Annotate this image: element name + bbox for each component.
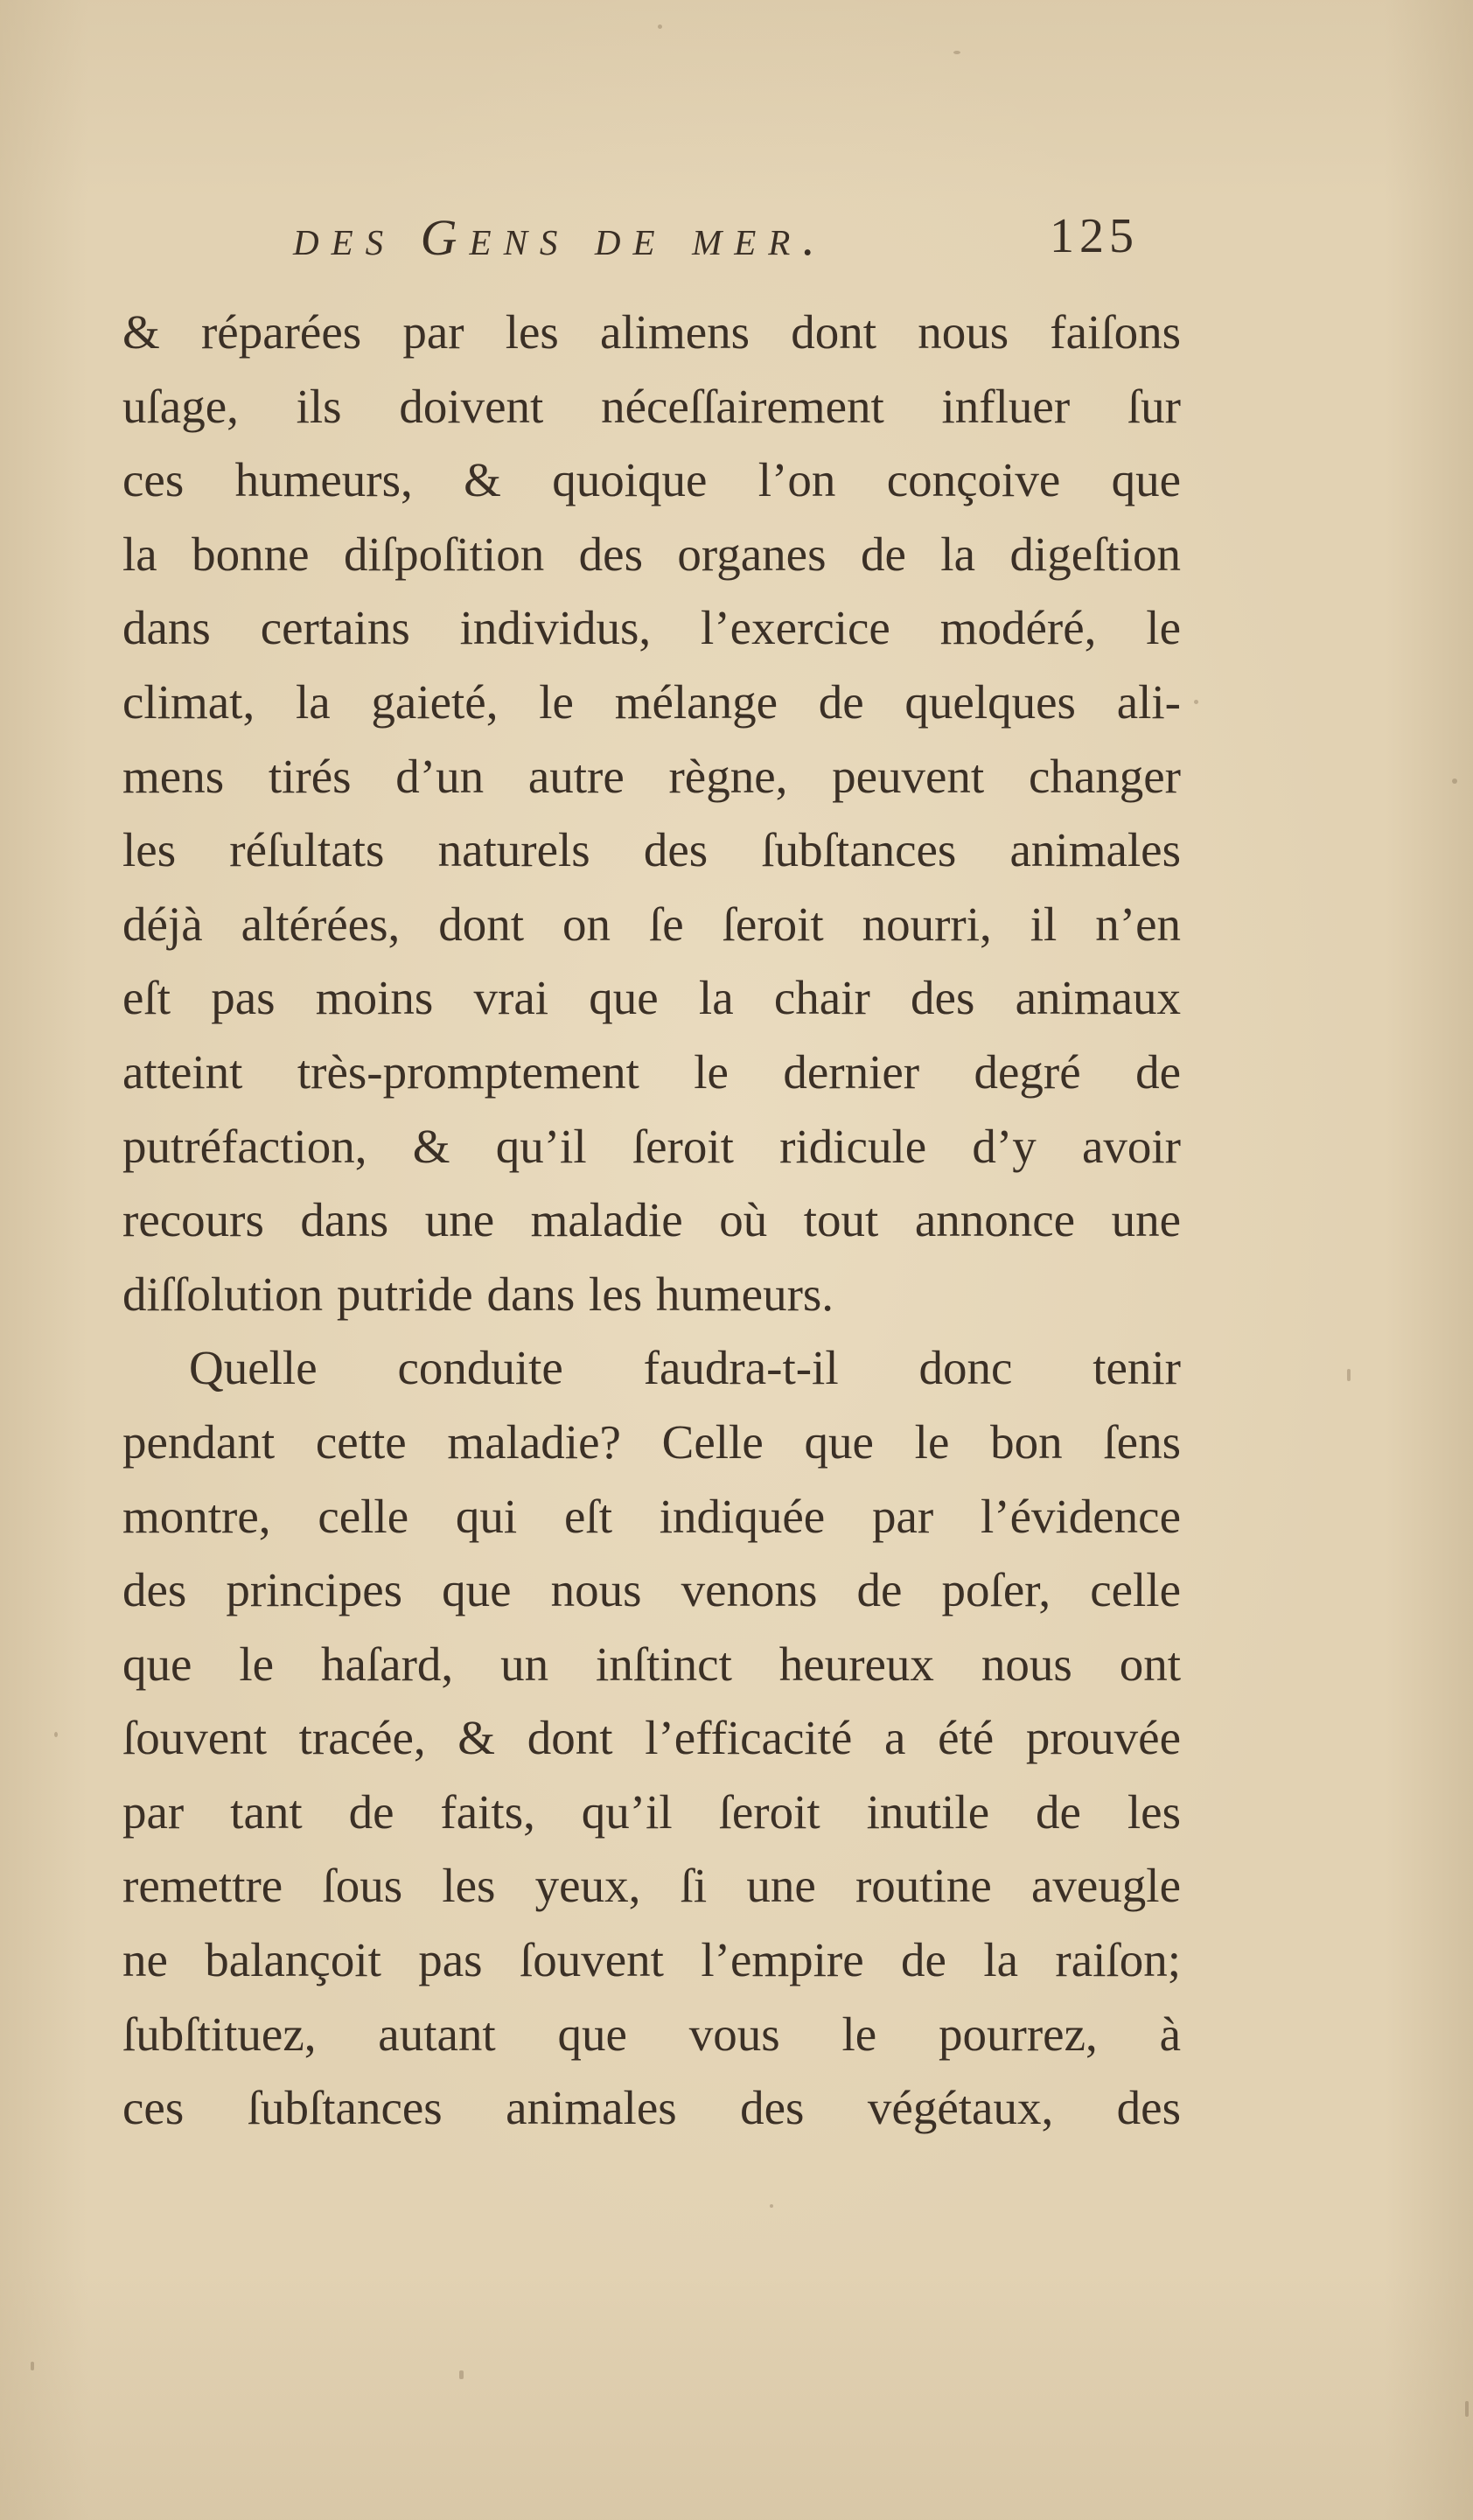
text-line: atteint très-promptement le dernier degré de xyxy=(122,1044,1181,1099)
text-line: ces humeurs, & quoique l’on conçoive que xyxy=(122,453,1181,507)
paper-speck xyxy=(1194,700,1198,704)
page-number: 125 xyxy=(1050,209,1139,263)
text-line: remettre ſous les yeux, ſi une routine aveugle xyxy=(122,1859,1181,1913)
text-line: les réſultats naturels des ſubſtances animales xyxy=(122,823,1181,877)
text-line: ces ſubſtances animales des végétaux, des xyxy=(122,2081,1181,2135)
text-line: ſubſtituez, autant que vous le pourrez, à xyxy=(122,2007,1181,2061)
paper-speck xyxy=(54,1732,58,1737)
running-head xyxy=(122,208,1190,269)
text-line: uſage, ils doivent néceſſairement influer ſur xyxy=(122,379,1181,433)
paper-speck xyxy=(1452,778,1457,784)
body-text xyxy=(122,296,1181,2146)
text-line: pendant cette maladie? Celle que le bon ſens xyxy=(122,1414,1181,1469)
text-line: la bonne diſpoſition des organes de la digeſtion xyxy=(122,527,1181,581)
text-line: ne balançoit pas ſouvent l’empire de la raiſon; xyxy=(122,1933,1181,1987)
paper-speck xyxy=(31,2362,34,2370)
text-line: ſouvent tracée, & dont l’efficacité a été prouvée xyxy=(122,1711,1181,1765)
paragraph-end-line: diſſolution putride dans les humeurs. xyxy=(122,1267,834,1321)
text-line: déjà altérées, dont on ſe ſeroit nourri, il n’en xyxy=(122,897,1181,951)
text-line: des principes que nous venons de poſer, celle xyxy=(122,1563,1181,1617)
paper-speck xyxy=(1465,2401,1469,2417)
text-line: mens tirés d’un autre règne, peuvent changer xyxy=(122,749,1181,803)
running-title: des Gens de mer. xyxy=(293,209,827,266)
text-line: que le haſard, un inſtinct heureux nous ont xyxy=(122,1637,1181,1691)
paper-speck xyxy=(1347,1369,1351,1381)
text-line: climat, la gaieté, le mélange de quelques ali- xyxy=(122,674,1181,729)
text-line: putréfaction, & qu’il ſeroit ridicule d’y avoir xyxy=(122,1119,1181,1173)
paper-speck xyxy=(953,51,960,54)
text-line: dans certains individus, l’exercice modéré, le xyxy=(122,601,1181,655)
text-line: recours dans une maladie où tout annonce une xyxy=(122,1193,1181,1247)
text-line: & réparées par les alimens dont nous faiſons xyxy=(122,305,1181,359)
text-line: eſt pas moins vrai que la chair des animaux xyxy=(122,971,1181,1025)
paragraph-start-line: Quelle conduite faudra-t-il donc tenir xyxy=(189,1341,1181,1395)
paper-speck xyxy=(658,24,662,29)
text-line: par tant de faits, qu’il ſeroit inutile de les xyxy=(122,1784,1181,1839)
paper-speck xyxy=(770,2204,773,2208)
paper-speck xyxy=(459,2370,464,2379)
text-line: montre, celle qui eſt indiquée par l’évidence xyxy=(122,1489,1181,1543)
